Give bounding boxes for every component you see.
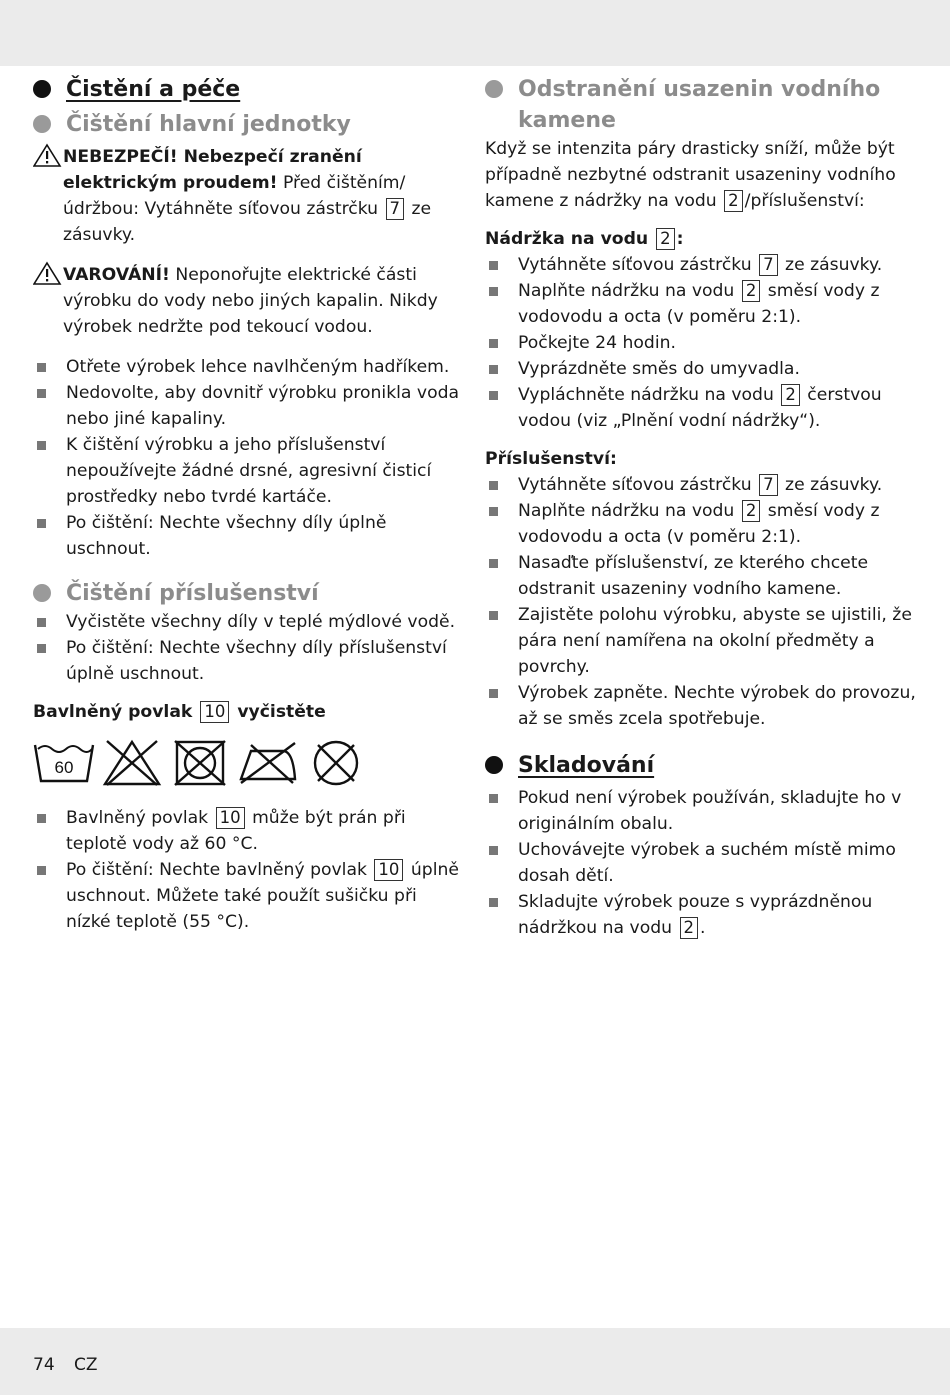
- square-bullet-icon: [33, 380, 66, 432]
- no-tumble-dry-icon: [169, 739, 231, 787]
- list-item: Vytáhněte síťovou zástrčku 7 ze zásuvky.: [485, 472, 917, 498]
- heading-cleaning-care: Čistění a péče: [33, 74, 465, 105]
- ref-number: 10: [374, 859, 403, 881]
- no-bleach-icon: [101, 739, 163, 787]
- ref-number: 2: [742, 280, 761, 302]
- warning-label: VAROVÁNÍ!: [63, 265, 170, 285]
- left-column: [33, 74, 465, 935]
- square-bullet-icon: [485, 680, 518, 732]
- page-footer: [33, 1355, 112, 1375]
- heading-main-unit-cleaning: Čištění hlavní jednotky: [33, 109, 465, 140]
- list-item: Zajistěte polohu výrobku, abyste se ujistili, že pára není namířena na okolní předměty a povrchy.: [485, 602, 917, 680]
- list-item: Počkejte 24 hodin.: [485, 330, 917, 356]
- page-number: 74: [33, 1355, 55, 1375]
- list-item: Nedovolte, aby dovnitř výrobku pronikla voda nebo jiné kapaliny.: [33, 380, 465, 432]
- list-item: Pokud není výrobek používán, skladujte ho v originálním obalu.: [485, 785, 917, 837]
- ref-number: 7: [759, 254, 778, 276]
- tank-descaling-list: [485, 252, 917, 434]
- warning-triangle-icon: [33, 261, 63, 285]
- ref-number: 2: [742, 500, 761, 522]
- square-bullet-icon: [485, 837, 518, 889]
- square-bullet-icon: [33, 510, 66, 562]
- danger-label: NEBEZPEČÍ! Nebezpečí zranění elektrickým proudem!: [63, 147, 362, 193]
- square-bullet-icon: [33, 857, 66, 935]
- no-dry-clean-icon: [305, 739, 367, 787]
- warning-notice: VAROVÁNÍ! Neponořujte elektrické části výrobku do vody nebo jiných kapalin. Nikdy výrobek nedržte pod tekoucí vodou.: [33, 262, 465, 340]
- square-bullet-icon: [485, 498, 518, 550]
- square-bullet-icon: [485, 330, 518, 356]
- list-item: Vyčistěte všechny díly v teplé mýdlové vodě.: [33, 609, 465, 635]
- square-bullet-icon: [485, 472, 518, 498]
- accessory-descaling-list: [485, 472, 917, 732]
- list-item: Skladujte výrobek pouze s vyprázdněnou nádržkou na vodu 2 .: [485, 889, 917, 941]
- accessory-cleaning-list: [33, 609, 465, 687]
- square-bullet-icon: [33, 805, 66, 857]
- heading-descaling: Odstranění usazenin vodního kamene: [485, 74, 917, 136]
- descaling-intro: Když se intenzita páry drasticky sníží, může být případně nezbytné odstranit usazeniny vodního kamene z nádržky na vodu 2 /příslušenství:: [485, 139, 896, 211]
- square-bullet-icon: [485, 356, 518, 382]
- ref-number: 2: [781, 384, 800, 406]
- list-item: Po čištění: Nechte všechny díly příslušenství úplně uschnout.: [33, 635, 465, 687]
- ref-number: 2: [680, 917, 699, 939]
- right-column: [485, 74, 917, 941]
- language-code: CZ: [74, 1355, 98, 1375]
- square-bullet-icon: [33, 635, 66, 687]
- list-item: Uchovávejte výrobek a suchém místě mimo dosah dětí.: [485, 837, 917, 889]
- ref-number: 7: [759, 474, 778, 496]
- footer-band: [0, 1328, 950, 1395]
- cover-care-list: [33, 805, 465, 935]
- accessory-subheading: Příslušenství:: [485, 449, 617, 469]
- ref-number: 7: [386, 198, 405, 220]
- bullet-dot-icon: [485, 756, 503, 774]
- bullet-dot-icon: [33, 584, 51, 602]
- square-bullet-icon: [485, 889, 518, 941]
- storage-list: [485, 785, 917, 941]
- square-bullet-icon: [33, 432, 66, 510]
- square-bullet-icon: [485, 278, 518, 330]
- list-item: Otřete výrobek lehce navlhčeným hadříkem.: [33, 354, 465, 380]
- square-bullet-icon: [485, 785, 518, 837]
- list-item: Po čištění: Nechte bavlněný povlak 10 úplně uschnout. Můžete také použít sušičku při nízké teplotě (55 °C).: [33, 857, 465, 935]
- cover-cleaning-title: Bavlněný povlak 10 vyčistěte: [33, 702, 326, 722]
- list-item: K čištění výrobku a jeho příslušenství nepoužívejte žádné drsné, agresivní čisticí prostředky nebo tvrdé kartáče.: [33, 432, 465, 510]
- ref-number: 10: [200, 701, 229, 723]
- bullet-dot-icon: [485, 80, 503, 98]
- warning-triangle-icon: [33, 143, 63, 167]
- list-item: Naplňte nádržku na vodu 2 směsí vody z vodovodu a octa (v poměru 2:1).: [485, 278, 917, 330]
- list-item: Vypláchněte nádržku na vodu 2 čerstvou vodou (viz „Plnění vodní nádržky“).: [485, 382, 917, 434]
- list-item: Nasaďte příslušenství, ze kterého chcete odstranit usazeniny vodního kamene.: [485, 550, 917, 602]
- heading-storage: Skladování: [485, 750, 917, 781]
- danger-notice: NEBEZPEČÍ! Nebezpečí zranění elektrickým proudem! Před čištěním/ údržbou: Vytáhněte síťovou zástrčku 7 ze zásuvky.: [33, 144, 465, 248]
- list-item: Vyprázdněte směs do umyvadla.: [485, 356, 917, 382]
- square-bullet-icon: [485, 382, 518, 434]
- list-item: Po čištění: Nechte všechny díly úplně uschnout.: [33, 510, 465, 562]
- list-item: Naplňte nádržku na vodu 2 směsí vody z vodovodu a octa (v poměru 2:1).: [485, 498, 917, 550]
- wash-60-icon: [33, 739, 95, 787]
- no-iron-icon: [237, 739, 299, 787]
- bullet-dot-icon: [33, 115, 51, 133]
- ref-number: 2: [656, 228, 675, 250]
- list-item: Výrobek zapněte. Nechte výrobek do provozu, až se směs zcela spotřebuje.: [485, 680, 917, 732]
- ref-number: 10: [216, 807, 245, 829]
- square-bullet-icon: [485, 252, 518, 278]
- square-bullet-icon: [33, 609, 66, 635]
- list-item: Bavlněný povlak 10 může být prán při teplotě vody až 60 °C.: [33, 805, 465, 857]
- list-item: Vytáhněte síťovou zástrčku 7 ze zásuvky.: [485, 252, 917, 278]
- ref-number: 2: [724, 190, 743, 212]
- square-bullet-icon: [485, 550, 518, 602]
- unit-cleaning-list: [33, 354, 465, 562]
- heading-accessory-cleaning: Čištění příslušenství: [33, 578, 465, 609]
- square-bullet-icon: [33, 354, 66, 380]
- svg-text:60: 60: [54, 758, 74, 777]
- tank-subheading: Nádržka na vodu 2 :: [485, 229, 684, 249]
- header-band: [0, 0, 950, 66]
- square-bullet-icon: [485, 602, 518, 680]
- care-symbols: [33, 739, 465, 789]
- bullet-dot-icon: [33, 80, 51, 98]
